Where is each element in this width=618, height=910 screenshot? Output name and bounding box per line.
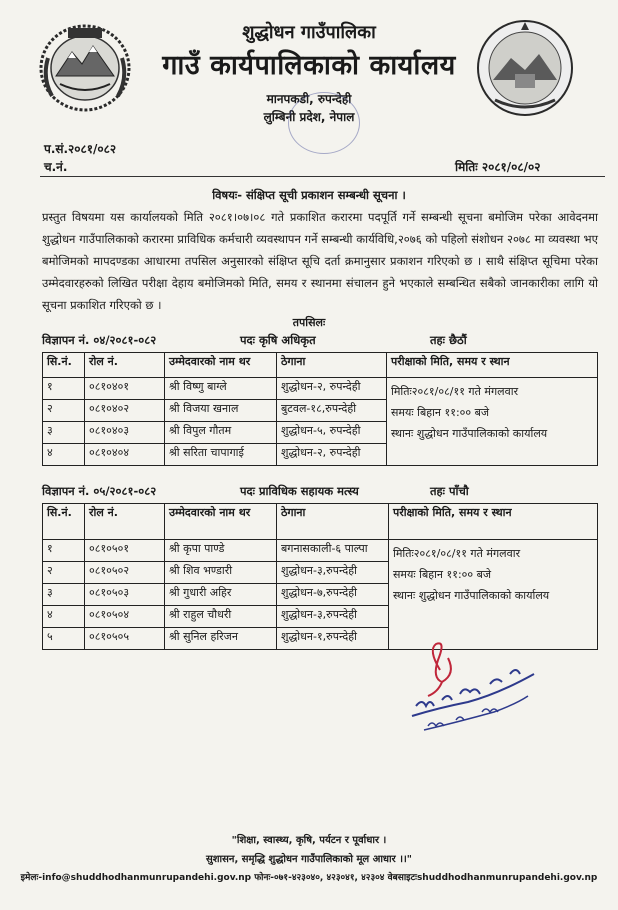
cell-roll: ०८१०५०५ [85,628,165,650]
col-header-address: ठेगाना [277,353,387,378]
notice-date: मितिः २०८१/०८/०२ [455,160,541,174]
cell-roll: ०८१०५०२ [85,562,165,584]
cell-name: श्री शिव भण्डारी [165,562,277,584]
col-header-address: ठेगाना [277,504,389,540]
table-header-row [43,353,598,378]
cell-sn: ३ [43,584,85,606]
cell-name: श्री विपुल गौतम [165,422,277,444]
notice-subject: विषयः- संक्षिप्त सूची प्रकाशन सम्बन्धी सूचना । [212,188,406,202]
cell-address: शुद्धोधन-३,रुपन्देही [277,606,389,628]
exam-date: मितिः२०८१/०८/११ गते मंगलवार [393,547,521,560]
col-header-sn: सि.नं. [43,504,85,540]
table-row [43,378,598,400]
exam-venue: स्थानः शुद्धोधन गाउँपालिकाको कार्यालय [393,589,550,602]
cell-address: शुद्धोधन-७,रुपन्देही [277,584,389,606]
footer-slogan-1: "शिक्षा, स्वास्थ्य, कृषि, पर्यटन र पूर्वाधार । [231,835,387,846]
municipality-name: शुद्धोधन गाउँपालिका [242,22,376,43]
adv1-number: विज्ञापन नं. ०४/२०८१-०८२ [42,333,157,347]
cell-address: बगनासकाली-६ पाल्पा [277,540,389,562]
adv2-level: तहः पाँचौ [430,484,469,498]
exam-time: समयः बिहान ११:०० बजे [393,568,492,581]
cell-roll: ०८१०४०३ [85,422,165,444]
cell-roll: ०८१०४०१ [85,378,165,400]
cell-name: श्री गुधारी अहिर [165,584,277,606]
cell-sn: ३ [43,422,85,444]
cell-name: श्री सरिता चापागाई [165,444,277,466]
cell-roll: ०८१०४०२ [85,400,165,422]
adv1-candidate-table [42,352,598,466]
cell-roll: ०८१०५०१ [85,540,165,562]
col-header-name: उम्मेदवारको नाम थर [165,504,277,540]
officer-signature [398,630,548,740]
address-line-1: मानपकडी, रुपन्देही [266,92,352,106]
cell-name: श्री राहुल चौधरी [165,606,277,628]
address-line-2: लुम्बिनी प्रदेश, नेपाल [263,110,355,124]
exam-date: मितिः२०८१/०८/११ गते मंगलवार [391,385,519,398]
notice-body: प्रस्तुत विषयमा यस कार्यालयको मिति २०८१।०७।०८ गते प्रकाशित करारमा पदपूर्ति गर्ने सम्बन्धी सूचना बमोजिम परेका आवेदनमा शुद्धोधन गाउँपालिकाको करारमा प्राविधिक कर्मचारी व्यवस्थापन गर्ने सम्बन्धी कार्यविधि,२०७६ को पहिलो संशोधन २०७८ मा व्यवस्था भए बमोजिमको मापदण्डका आधारमा तपसिल अनुसारको संक्षिप्त सूचि दर्ता क्रमानुसार प्रकाशन गरिएको छ । साथै संक्षिप्त सूचिमा परेका उम्मेदवारहरुको लिखित परीक्षा देहाय बमोजिमको मिति, समय र स्थानमा संचालन हुने भएकाले सम्बन्धित सबैको जानकारीका लागि यो सूचना प्रकाशित गरिएको छ । [42,210,598,312]
cell-sn: २ [43,562,85,584]
cell-address: शुद्धोधन-३,रुपन्देही [277,562,389,584]
adv2-post: पदः प्राविधिक सहायक मत्स्य [240,484,359,498]
adv2-number: विज्ञापन नं. ०५/२०८१-०८२ [42,484,157,498]
cell-name: श्री सुनिल हरिजन [165,628,277,650]
cell-sn: ४ [43,606,85,628]
schedule-label: तपसिलः [292,316,326,329]
cell-name: श्री कृपा पाण्डे [165,540,277,562]
cell-name: श्री विष्णु बाग्ले [165,378,277,400]
table-header-row [43,504,598,540]
cell-sn: २ [43,400,85,422]
cell-sn: ४ [43,444,85,466]
header-divider [40,176,605,177]
cell-sn: १ [43,540,85,562]
cell-address: बुटवल-१८,रुपन्देही [277,400,387,422]
cell-roll: ०८१०५०४ [85,606,165,628]
cell-sn: ५ [43,628,85,650]
col-header-roll: रोल नं. [85,353,165,378]
exam-venue: स्थानः शुद्धोधन गाउँपालिकाको कार्यालय [391,427,548,440]
adv1-post: पदः कृषि अधिकृत [240,333,316,347]
dispatch-number: च.नं. [44,160,68,174]
adv2-candidate-table [42,503,598,650]
cell-address: शुद्धोधन-२, रुपन्देही [277,378,387,400]
cell-address: शुद्धोधन-१,रुपन्देही [277,628,389,650]
footer-contact: इमेलः-info@shuddhodhanmunrupandehi.gov.np फोनः-०७१-४२३०४०, ४२३०४१, ४२३०४ वेबसाइटःshuddhodhanmunrupandehi.gov.np [20,873,598,883]
col-header-name: उम्मेदवारको नाम थर [165,353,277,378]
col-header-roll: रोल नं. [85,504,165,540]
cell-address: शुद्धोधन-२, रुपन्देही [277,444,387,466]
cell-roll: ०८१०४०४ [85,444,165,466]
office-stamp [288,92,360,154]
footer-slogan-2: सुशासन, समृद्धि शुद्धोधन गाउँपालिकाको मूल आधार ।।" [205,854,413,865]
table-row [43,540,598,562]
exam-details [387,378,598,466]
cell-name: श्री विजया खनाल [165,400,277,422]
adv1-level: तहः छैठौं [430,333,467,347]
col-header-exam: परीक्षाको मिति, समय र स्थान [387,353,598,378]
cell-roll: ०८१०५०३ [85,584,165,606]
reference-number: प.सं.२०८१/०८२ [44,142,117,156]
office-title: गाउँ कार्यपालिकाको कार्यालय [162,50,456,81]
cell-sn: १ [43,378,85,400]
cell-address: शुद्धोधन-५, रुपन्देही [277,422,387,444]
col-header-sn: सि.नं. [43,353,85,378]
exam-time: समयः बिहान ११:०० बजे [391,406,490,419]
col-header-exam: परीक्षाको मिति, समय र स्थान [389,504,598,540]
